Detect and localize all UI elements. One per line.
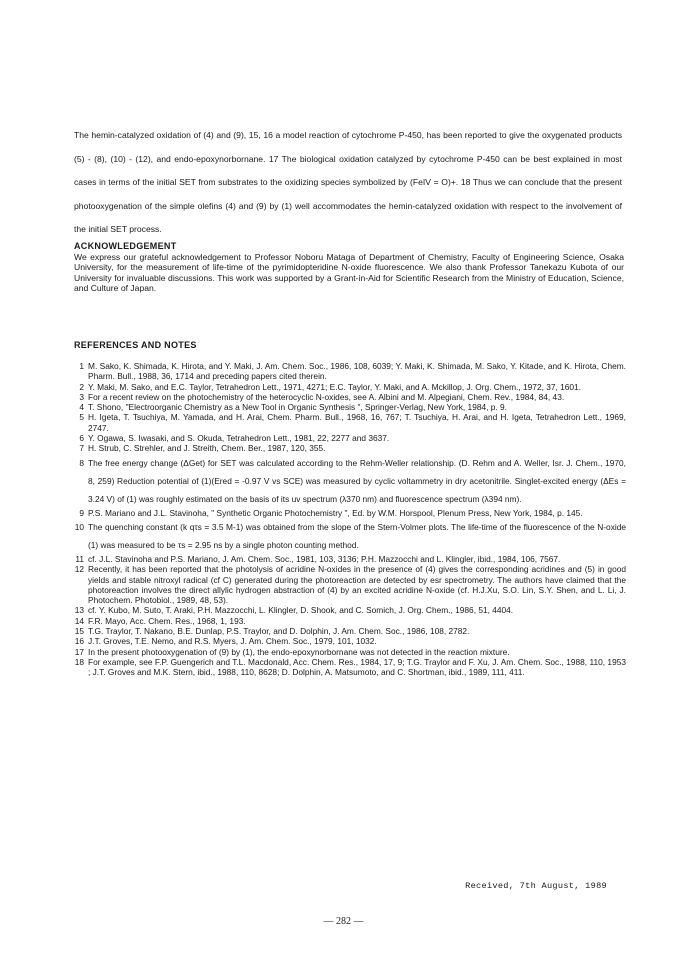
reference-text: cf. Y. Kubo, M. Suto, T. Araki, P.H. Mazzocchi, L. Klingler, D. Shook, and C. Somich, J. Org. Chem., 1986, 51, 4404. — [88, 605, 514, 616]
reference-text: T. Shono, "Electroorganic Chemistry as a New Tool in Organic Synthesis ", Springer-Verlag, New York, 1984, p. 9. — [88, 402, 507, 413]
reference-item — [74, 564, 626, 605]
reference-number: 4 — [79, 402, 84, 413]
reference-number: 3 — [79, 391, 84, 402]
reference-text: T.G. Traylor, T. Nakano, B.E. Dunlap, P.S. Traylor, and D. Dolphin, J. Am. Chem. Soc., 1986, 108, 2782. — [88, 626, 470, 637]
reference-number: 7 — [79, 443, 84, 454]
reference-number: 6 — [79, 433, 84, 444]
references-heading: REFERENCES AND NOTES — [74, 340, 197, 350]
references-list — [74, 361, 626, 678]
reference-item — [74, 508, 626, 518]
acknowledgement-heading: ACKNOWLEDGEMENT — [74, 241, 177, 251]
reference-item — [74, 518, 626, 554]
reference-number: 15 — [74, 626, 84, 637]
reference-text: H. Igeta, T. Tsuchiya, M. Yamada, and H. Arai, Chem. Pharm. Bull., 1968, 16, 767; T. Tsuchiya, H. Arai, and H. Igeta, Tetrahedron Lett., 1969, 2747. — [88, 412, 626, 433]
reference-number: 1 — [79, 361, 84, 371]
reference-text: F.R. Mayo, Acc. Chem. Res., 1968, 1, 193. — [88, 615, 246, 626]
reference-item — [74, 626, 626, 636]
reference-item — [74, 454, 626, 508]
reference-text: In the present photooxygenation of (9) by (1), the endo-epoxynorbornane was not detected in the reaction mixture. — [88, 646, 510, 657]
reference-text: J.T. Groves, T.E. Nemo, and R.S. Myers, J. Am. Chem. Soc., 1979, 101, 1032. — [88, 636, 377, 647]
reference-text: Y. Ogawa, S. Iwasaki, and S. Okuda, Tetrahedron Lett., 1981, 22, 2277 and 3637. — [88, 433, 390, 444]
reference-item — [74, 402, 626, 412]
reference-item — [74, 412, 626, 433]
reference-item — [74, 554, 626, 564]
reference-number: 16 — [74, 636, 84, 647]
reference-text: Recently, it has been reported that the photolysis of acridine N-oxides in the presence of (4) gives the corresponding acridines and (5) in good yields and stable nitroxyl radical (cf C) generated during the photoreaction are detected by esr spectrometry. The authors have claimed that the photoreaction involves the direct allylic hydrogen abstraction of (4) by an excited acridine N-oxide (cf. H.J.Xu, S.O. Lin, S.Y. Shen, and L. Li, J. Photochem. Photobiol., 1989, 48, 53). — [88, 564, 626, 606]
reference-number: 13 — [74, 605, 84, 616]
reference-number: 18 — [74, 656, 84, 667]
reference-item — [74, 433, 626, 443]
reference-item — [74, 605, 626, 615]
reference-item — [74, 392, 626, 402]
reference-number: 11 — [75, 553, 84, 564]
reference-number: 14 — [74, 615, 84, 626]
reference-number: 10 — [74, 521, 84, 532]
reference-number: 2 — [79, 381, 84, 392]
reference-item — [74, 657, 626, 678]
reference-number: 17 — [74, 646, 84, 657]
reference-item — [74, 636, 626, 646]
received-date: Received, 7th August, 1989 — [465, 881, 607, 891]
reference-item — [74, 647, 626, 657]
reference-number: 5 — [79, 412, 84, 423]
reference-text: The quenching constant (k qτs = 3.5 M-1) was obtained from the slope of the Stern-Volmer plots. The life-time of the fluorescence of the N-oxide (1) was measured to be τs = 2.95 ns by a single photon counting method. — [88, 521, 626, 550]
reference-number: 8 — [79, 457, 84, 468]
reference-number: 9 — [79, 507, 84, 518]
reference-text: The free energy change (ΔGet) for SET was calculated according to the Rehm-Weller relationship. (D. Rehm and A. Weller, Isr. J. Chem., 1970, 8, 259) Reduction potential of (1)(Ered = -0.97 V vs SCE) was measured by cyclic voltammetry in dry acetonitrile. Singlet-excited energy (ΔEs = 3.24 V) of (1) was roughly estimated on the basis of its uv spectrum (λ370 nm) and fluorescence spectrum (λ394 nm). — [88, 457, 626, 504]
reference-text: cf. J.L. Stavinoha and P.S. Mariano, J. Am. Chem. Soc., 1981, 103, 3136; P.H. Mazzocchi and L. Klingler, ibid., 1984, 106, 7567. — [88, 553, 561, 564]
reference-text: For example, see F.P. Guengerich and T.L. Macdonald, Acc. Chem. Res., 1984, 17, 9; T.G. Traylor and F. Xu, J. Am. Chem. Soc., 1988, 110, 1953 ; J.T. Groves and M.K. Stern, ibid., 1988, 110, 8628; D. Dolphin, A. Matsumoto, and C. Shortman, ibid., 1989, 111, 411. — [88, 656, 626, 678]
reference-item — [74, 443, 626, 453]
reference-item — [74, 382, 626, 392]
reference-number: 12 — [74, 564, 84, 575]
acknowledgement-text: We express our grateful acknowledgement to Professor Noboru Mataga of Department of Chemistry, Faculty of Engineering Science, Osaka University, for the measurement of life-time of the pyrimidopteridine N-oxide fluorescence. We also thank Professor Tanekazu Kubota of our University for invaluable discussions. This work was supported by a Grant-in-Aid for Scientific Research from the Ministry of Education, Science, and Culture of Japan. — [74, 252, 624, 294]
reference-text: P.S. Mariano and J.L. Stavinoha, " Synthetic Organic Photochemistry ", Ed. by W.M. Horspool, Plenum Press, New York, 1984, p. 145. — [88, 507, 583, 518]
reference-text: M. Sako, K. Shimada, K. Hirota, and Y. Maki, J. Am. Chem. Soc., 1986, 108, 6039; Y. Maki, K. Shimada, M. Sako, Y. Kitade, and K. Hirota, Chem. Pharm. Bull., 1988, 36, 1714 and preceding papers cited therein. — [88, 361, 626, 382]
reference-item — [74, 361, 626, 382]
reference-item — [74, 616, 626, 626]
page-number: — 282 — — [323, 916, 364, 927]
intro-paragraph: The hemin-catalyzed oxidation of (4) and (9), 15, 16 a model reaction of cytochrome P-450, has been reported to give the oxygenated products (5) - (8), (10) - (12), and endo-epoxynorbornane. 17 The biological oxidation catalyzed by cytochrome P-450 can be best explained in most cases in terms of the initial SET from substrates to the oxidizing species symbolized by (FeIV = O)+. 18 Thus we can conclude that the present photooxygenation of the simple olefins (4) and (9) by (1) well accommodates the hemin-catalyzed oxidation with respect to the involvement of the initial SET process. — [74, 130, 622, 235]
reference-text: For a recent review on the photochemistry of the heterocyclic N-oxides, see A. Albini and M. Alpegiani, Chem. Rev., 1984, 84, 43. — [88, 391, 565, 402]
reference-text: Y. Maki, M. Sako, and E.C. Taylor, Tetrahedron Lett., 1971, 4271; E.C. Taylor, Y. Maki, and A. Mckillop, J. Org. Chem., 1972, 37, 1601. — [88, 381, 582, 392]
reference-text: H. Strub, C. Strehler, and J. Streith, Chem. Ber., 1987, 120, 355. — [88, 443, 326, 454]
